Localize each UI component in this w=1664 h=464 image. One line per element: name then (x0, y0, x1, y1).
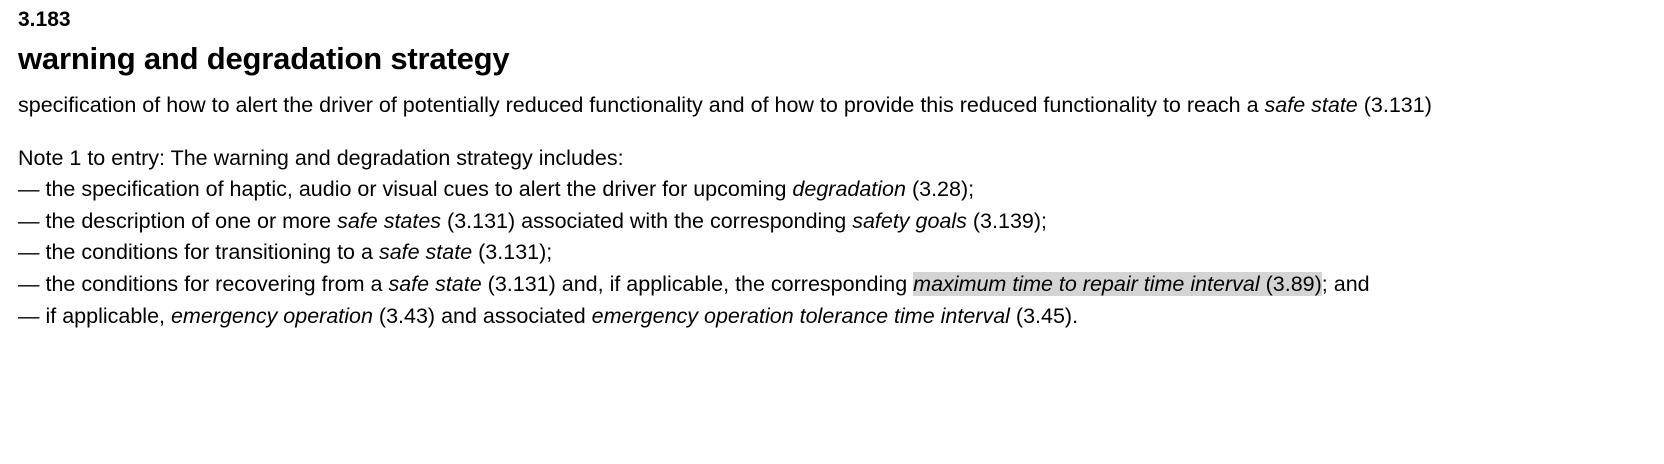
list-item-italic-2: safety goals (852, 208, 967, 233)
list-item-italic-2: emergency operation tolerance time interval (591, 303, 1010, 328)
definition-text-part2: (3.131) (1357, 92, 1432, 117)
definition-text-part1: specification of how to alert the driver of potentially reduced functionality and of how to provide this reduced functionality to reach a (18, 92, 1265, 117)
list-item-italic: safe states (337, 208, 442, 233)
list-item-text: the specification of haptic, audio or visual cues to alert the driver for upcoming (39, 177, 793, 202)
term-number: 3.183 (18, 8, 71, 31)
list-item-text-mid: (3.28); (905, 177, 975, 202)
list-item-text-mid: (3.131); (472, 240, 553, 265)
list-dash: — (18, 303, 40, 328)
list-dash: — (18, 240, 40, 265)
list-item (18, 237, 1646, 269)
term-definition (18, 90, 1646, 121)
list-dash: — (18, 208, 40, 233)
list-dash: — (18, 272, 40, 297)
list-item (18, 206, 1646, 238)
note-block (18, 143, 1646, 333)
list-item (18, 174, 1646, 206)
list-item-text: if applicable, (39, 303, 171, 328)
definition-italic-term: safe state (1264, 92, 1358, 117)
list-dash: — (18, 177, 40, 202)
highlighted-reference: (3.89) (1259, 272, 1322, 297)
list-item-italic: degradation (792, 177, 906, 202)
list-item-italic: emergency operation (170, 303, 373, 328)
list-item (18, 301, 1646, 333)
list-item-text-mid: (3.43) and associated (372, 303, 592, 328)
list-item-text-mid: (3.131) and, if applicable, the corresponding (481, 272, 914, 297)
list-item-text-post: (3.139); (966, 208, 1047, 233)
list-item (18, 269, 1646, 301)
list-item-text-tail: ; and (1321, 272, 1370, 297)
list-item-italic: safe state (378, 240, 473, 265)
list-item-text: the description of one or more (39, 208, 338, 233)
list-item-text: the conditions for transitioning to a (39, 240, 379, 265)
list-item-text: the conditions for recovering from a (39, 272, 389, 297)
list-item-text-post: (3.45). (1009, 303, 1079, 328)
list-item-italic: safe state (388, 272, 482, 297)
list-item-text-mid: (3.131) associated with the corresponding (441, 208, 853, 233)
term-title: warning and degradation strategy (18, 41, 510, 77)
highlighted-italic-term: maximum time to repair time interval (913, 272, 1260, 297)
note-intro: Note 1 to entry: The warning and degradation strategy includes: (18, 145, 624, 170)
